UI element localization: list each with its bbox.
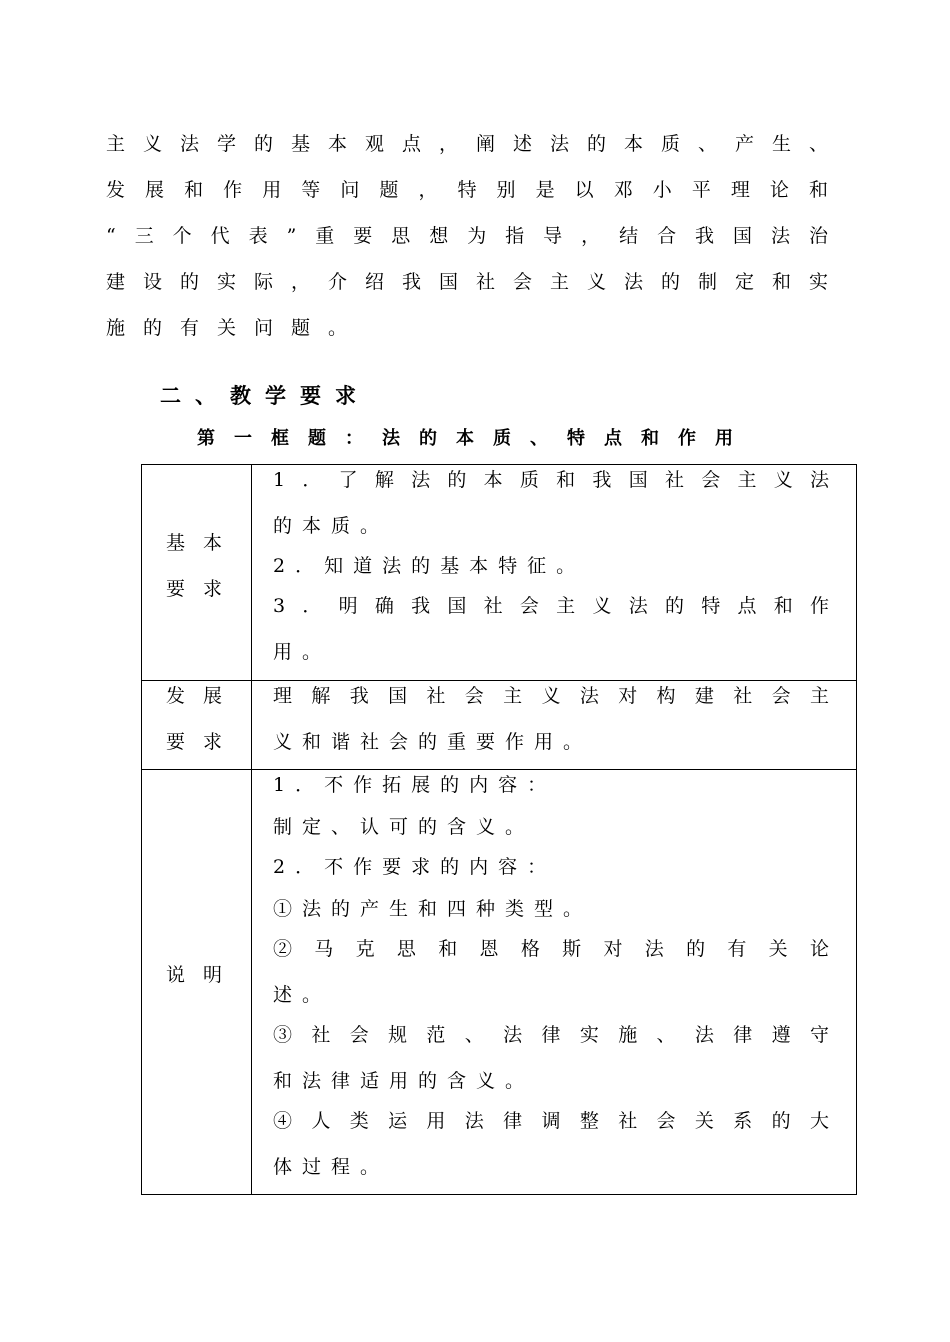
row-label: 基本 [166, 532, 241, 554]
section-heading: 二、教学要求 [160, 384, 370, 408]
row-content-line: 体过程。 [273, 1156, 390, 1178]
row-content-line: 义和谐社会的重要作用。 [273, 731, 593, 753]
row-label: 发展 [166, 685, 241, 707]
row-content-line: 的本质。 [273, 515, 390, 537]
row-content-line: 制定、认可的含义。 [273, 816, 535, 838]
row-content-line: ③社会规范、法律实施、法律遵守 [273, 1024, 829, 1046]
intro-line: 建设的实际，介绍我国社会主义法的制定和实 [106, 271, 828, 293]
row-content-line: ①法的产生和四种类型。 [273, 898, 593, 920]
row-content-line: 理解我国社会主义法对构建社会主 [273, 685, 829, 707]
table-row [142, 681, 856, 770]
row-content-line: 述。 [273, 984, 332, 1006]
row-content-line: 2．知道法的基本特征。 [273, 555, 586, 577]
row-label-cell [142, 770, 252, 1194]
intro-line: 施的有关问题。 [106, 317, 366, 339]
row-label-cell [142, 681, 252, 769]
row-content-line: 和法律适用的含义。 [273, 1070, 535, 1092]
table-row [142, 465, 856, 681]
table-row [142, 770, 856, 1194]
row-label: 要求 [166, 578, 241, 600]
row-content-line: ④人类运用法律调整社会关系的大 [273, 1110, 829, 1132]
row-content-line: 2．不作要求的内容： [273, 856, 557, 878]
row-label: 要求 [166, 731, 241, 753]
intro-line: 发展和作用等问题，特别是以邓小平理论和 [106, 179, 828, 201]
row-content-line: 用。 [273, 641, 332, 663]
row-label-cell [142, 465, 252, 680]
intro-line: “三个代表”重要思想为指导，结合我国法治 [106, 225, 828, 247]
row-content-line: 1．了解法的本质和我国社会主义法 [273, 469, 829, 491]
row-label: 说明 [166, 964, 241, 986]
row-content-line: 1．不作拓展的内容： [273, 774, 557, 796]
row-content-line: ②马克思和恩格斯对法的有关论 [273, 938, 829, 960]
frame-title: 第一框题：法的本质、特点和作用 [197, 428, 733, 449]
requirements-table [141, 464, 857, 1195]
row-content-line: 3．明确我国社会主义法的特点和作 [273, 595, 829, 617]
intro-line: 主义法学的基本观点，阐述法的本质、产生、 [106, 133, 828, 155]
